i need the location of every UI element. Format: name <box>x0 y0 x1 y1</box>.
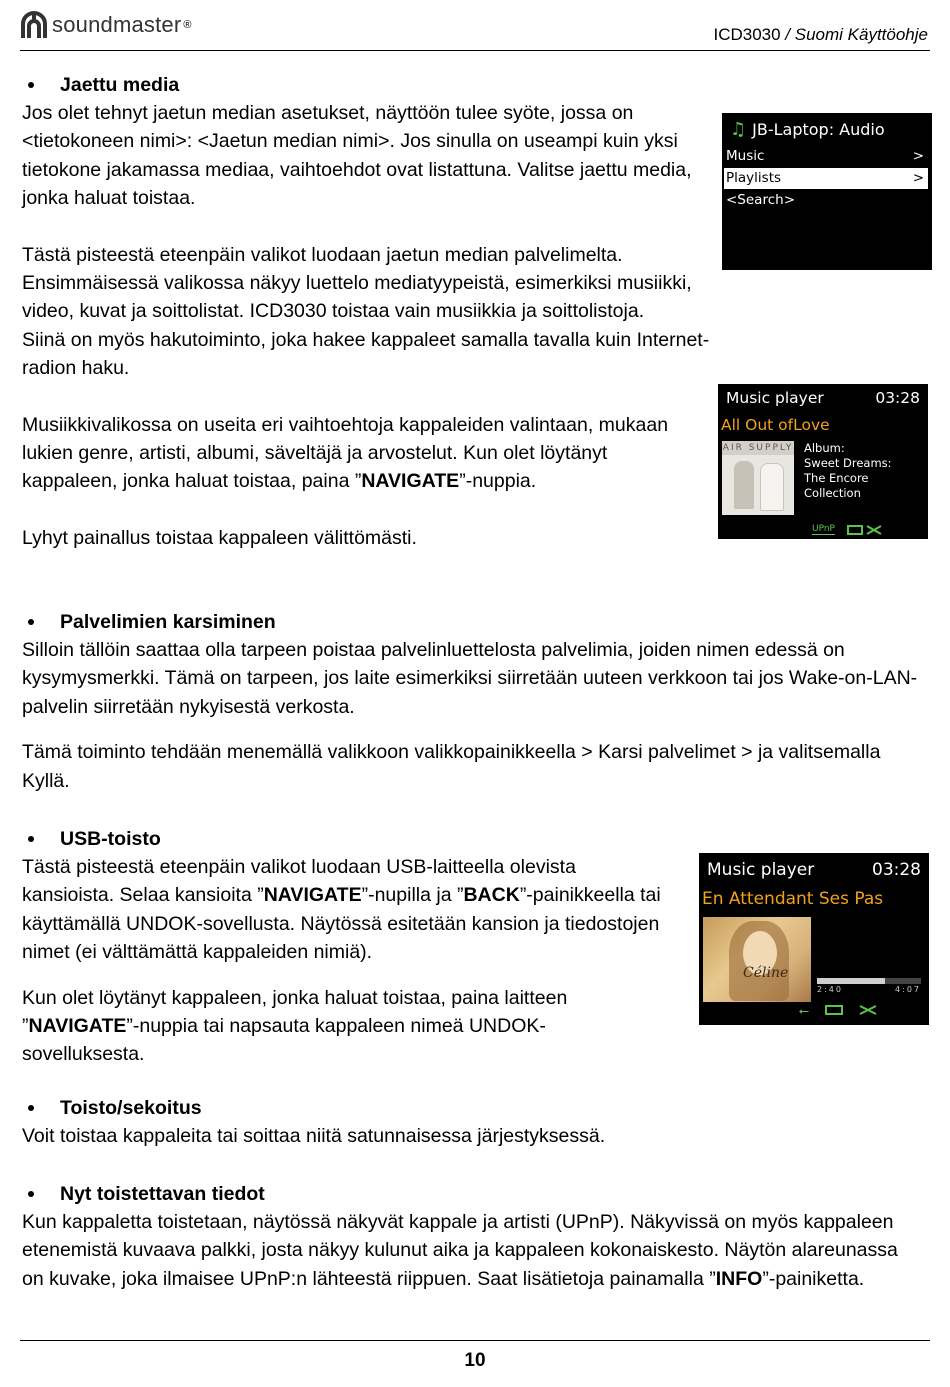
registered-mark: ® <box>183 19 192 31</box>
usb-p1-a: Tästä pisteestä eteenpäin valikot luodaan USB-laitteella olevista kansioista. Selaa kansioita ” <box>22 856 576 907</box>
album-label: Album: <box>804 441 845 455</box>
album-name-line: Sweet Dreams: <box>804 456 892 470</box>
p4-text-a: Musiikkivalikossa on useita eri vaihtoehtoja kappaleiden valintaan, mukaan lukien genre, artisti, albumi, säveltäjä ja arvostelut. Kun olet löytänyt kappaleen, jonka haluat toistaa, paina ” <box>22 413 669 493</box>
prune-p2: Tämä toiminto tehdään menemällä valikkoon valikkopainikkeella > Karsi palvelimet > ja valitsemalla Kyllä. <box>22 741 881 792</box>
heading-text: Nyt toistettavan tiedot <box>60 1182 265 1205</box>
album-info <box>804 441 892 501</box>
menu-item-label: <Search> <box>726 192 796 208</box>
chevron-right-icon: > <box>912 148 924 164</box>
usb-p2 <box>22 984 642 1069</box>
now-playing-heading <box>22 1180 922 1208</box>
album-signature: Céline <box>743 965 789 981</box>
menu-item-label: Music <box>726 148 765 164</box>
page-number: 10 <box>464 1350 486 1371</box>
music-note-icon: ♫ <box>730 119 747 140</box>
menu-item-music[interactable] <box>724 146 928 167</box>
shuffle-icon <box>866 525 882 535</box>
bullet-icon <box>28 1191 34 1197</box>
album-name-line: Collection <box>804 486 861 500</box>
usb-heading <box>22 825 692 853</box>
soundmaster-logo-icon <box>20 10 48 40</box>
usb-icon: ⭠ <box>798 1004 809 1019</box>
heading-text: Jaettu media <box>60 73 180 96</box>
screen-title <box>730 119 885 140</box>
guide-name: Suomi Käyttöohje <box>794 25 928 44</box>
player-footer <box>812 524 882 535</box>
progress-fill <box>817 978 885 984</box>
shared-media-p2: Tästä pisteestä eteenpäin valikot luodaan jaetun median palvelimelta. Ensimmäisessä valikossa näkyy luettelo mediatyypeistä, esimerkiksi musiikki, video, kuvat ja soittolistat. ICD3030 toistaa vain musiikkia ja soittolistoja. <box>22 243 692 323</box>
total-time: 4:07 <box>895 985 921 994</box>
menu-item-label: Playlists <box>726 170 782 186</box>
title-separator: / <box>780 25 795 44</box>
section-now-playing <box>22 1180 922 1293</box>
usb-p2-c: ”-nuppia tai napsauta kappaleen nimeä UNDOK-sovelluksesta. <box>22 1015 546 1066</box>
album-art <box>722 441 794 515</box>
album-art-figure <box>760 463 784 511</box>
header-divider <box>20 50 930 51</box>
track-title: All Out ofLove <box>721 416 830 434</box>
player-header <box>707 860 921 880</box>
player-footer <box>799 1004 877 1019</box>
elapsed-time: 2:40 <box>817 985 843 994</box>
info-key: INFO <box>715 1267 763 1290</box>
heading-text: USB-toisto <box>60 827 161 850</box>
navigate-key: NAVIGATE <box>361 470 460 493</box>
section-shared-media <box>22 71 712 552</box>
upnp-icon: UPnP <box>812 524 835 534</box>
chevron-right-icon: > <box>912 170 924 186</box>
device-screen-server-menu <box>722 113 932 270</box>
track-title: En Attendant Ses Pas <box>702 889 884 909</box>
now-playing-p1-c: ”-painiketta. <box>762 1267 865 1290</box>
bullet-icon <box>28 619 34 625</box>
shuffle-p1: Voit toistaa kappaleita tai soittaa niitä satunnaisessa järjestyksessä. <box>22 1125 606 1147</box>
album-art-band: AIR SUPPLY <box>722 443 794 453</box>
now-playing-p1-a: Kun kappaletta toistetaan, näytössä näkyvät kappale ja artisti (UPnP). Näkyvissä on myös kappaleen etenemistä kuvaava palkki, josta näkyy kulunut aika ja kappaleen kokonaiskesto. Näytön alareunassa on kuvake, joka ilmaisee UPnP:n lähteestä riippuen. Saat lisätietoja painamalla ” <box>22 1211 898 1290</box>
heading-text: Toisto/sekoitus <box>60 1096 202 1119</box>
section-usb <box>22 825 692 1069</box>
shared-media-p4 <box>22 411 672 496</box>
document-title <box>713 25 928 45</box>
section-prune-servers <box>22 608 932 795</box>
now-playing-p1 <box>22 1208 922 1293</box>
player-title: Music player <box>707 860 815 880</box>
shared-media-p5: Lyhyt painallus toistaa kappaleen välittömästi. <box>22 526 417 549</box>
shared-media-p3: Siinä on myös hakutoiminto, joka hakee kappaleet samalla tavalla kuin Internet-radion haku. <box>22 328 710 380</box>
player-title: Music player <box>726 389 824 407</box>
shuffle-heading <box>22 1094 932 1122</box>
device-screen-music-player-upnp <box>718 384 928 539</box>
menu-item-search[interactable] <box>724 190 928 211</box>
screen-title-text: JB-Laptop: Audio <box>752 120 885 139</box>
prune-p1: Silloin tällöin saattaa olla tarpeen poistaa palvelinluettelosta palvelimia, joiden nimen edessä on kysymysmerkki. Tämä on tarpeen, jos laite esimerkiksi siirretään uuteen verkkoon tai jos Wake-on-LAN-palvelin siirretään nykyisestä verkosta. <box>22 639 918 718</box>
device-screen-music-player-usb <box>699 853 929 1025</box>
shared-media-p1: Jos olet tehnyt jaetun median asetukset, näyttöön tulee syöte, jossa on <tietokoneen nimi>: <Jaetun median nimi>. Jos sinulla on useampi kuin yksi tietokone jakamassa mediaa, vaihtoehdot ovat listattuna. Valitse jaettu media, jonka haluat toistaa. <box>22 102 692 210</box>
prune-heading <box>22 608 932 636</box>
navigate-key: NAVIGATE <box>28 1015 127 1038</box>
album-name-line: The Encore <box>804 471 869 485</box>
footer-divider <box>20 1340 930 1341</box>
brand-name: soundmaster <box>52 12 182 37</box>
clock-time: 03:28 <box>872 860 921 880</box>
shared-media-heading <box>22 71 712 99</box>
repeat-icon <box>825 1004 843 1016</box>
p4-text-c: ”-nuppia. <box>459 470 537 493</box>
heading-text: Palvelimien karsiminen <box>60 610 276 633</box>
section-shuffle <box>22 1094 932 1150</box>
brand-logo <box>20 10 192 40</box>
clock-time: 03:28 <box>875 389 920 407</box>
model-name: ICD3030 <box>713 25 781 44</box>
shuffle-icon <box>859 1004 877 1016</box>
album-art-figure <box>734 461 754 509</box>
navigate-key: NAVIGATE <box>263 884 362 907</box>
bullet-icon <box>28 836 34 842</box>
back-key: BACK <box>463 884 520 907</box>
player-header <box>726 389 920 407</box>
usb-p2-a: Kun olet löytänyt kappaleen, jonka haluat toistaa, paina laitteen ” <box>22 986 568 1038</box>
bullet-icon <box>28 1105 34 1111</box>
usb-p1 <box>22 853 662 967</box>
menu-item-playlists[interactable] <box>724 168 928 189</box>
usb-p1-c: ”-nupilla ja ” <box>361 884 464 907</box>
usb-p1-e: ”-painikkeella tai käyttämällä UNDOK-sovellusta. Näytössä esitetään kansion ja tiedostojen nimet (ei välttämättä kappaleiden nimiä). <box>22 884 661 964</box>
album-art <box>703 917 811 1002</box>
bullet-icon <box>28 82 34 88</box>
progress-bar <box>817 978 921 984</box>
repeat-icon <box>847 525 863 535</box>
